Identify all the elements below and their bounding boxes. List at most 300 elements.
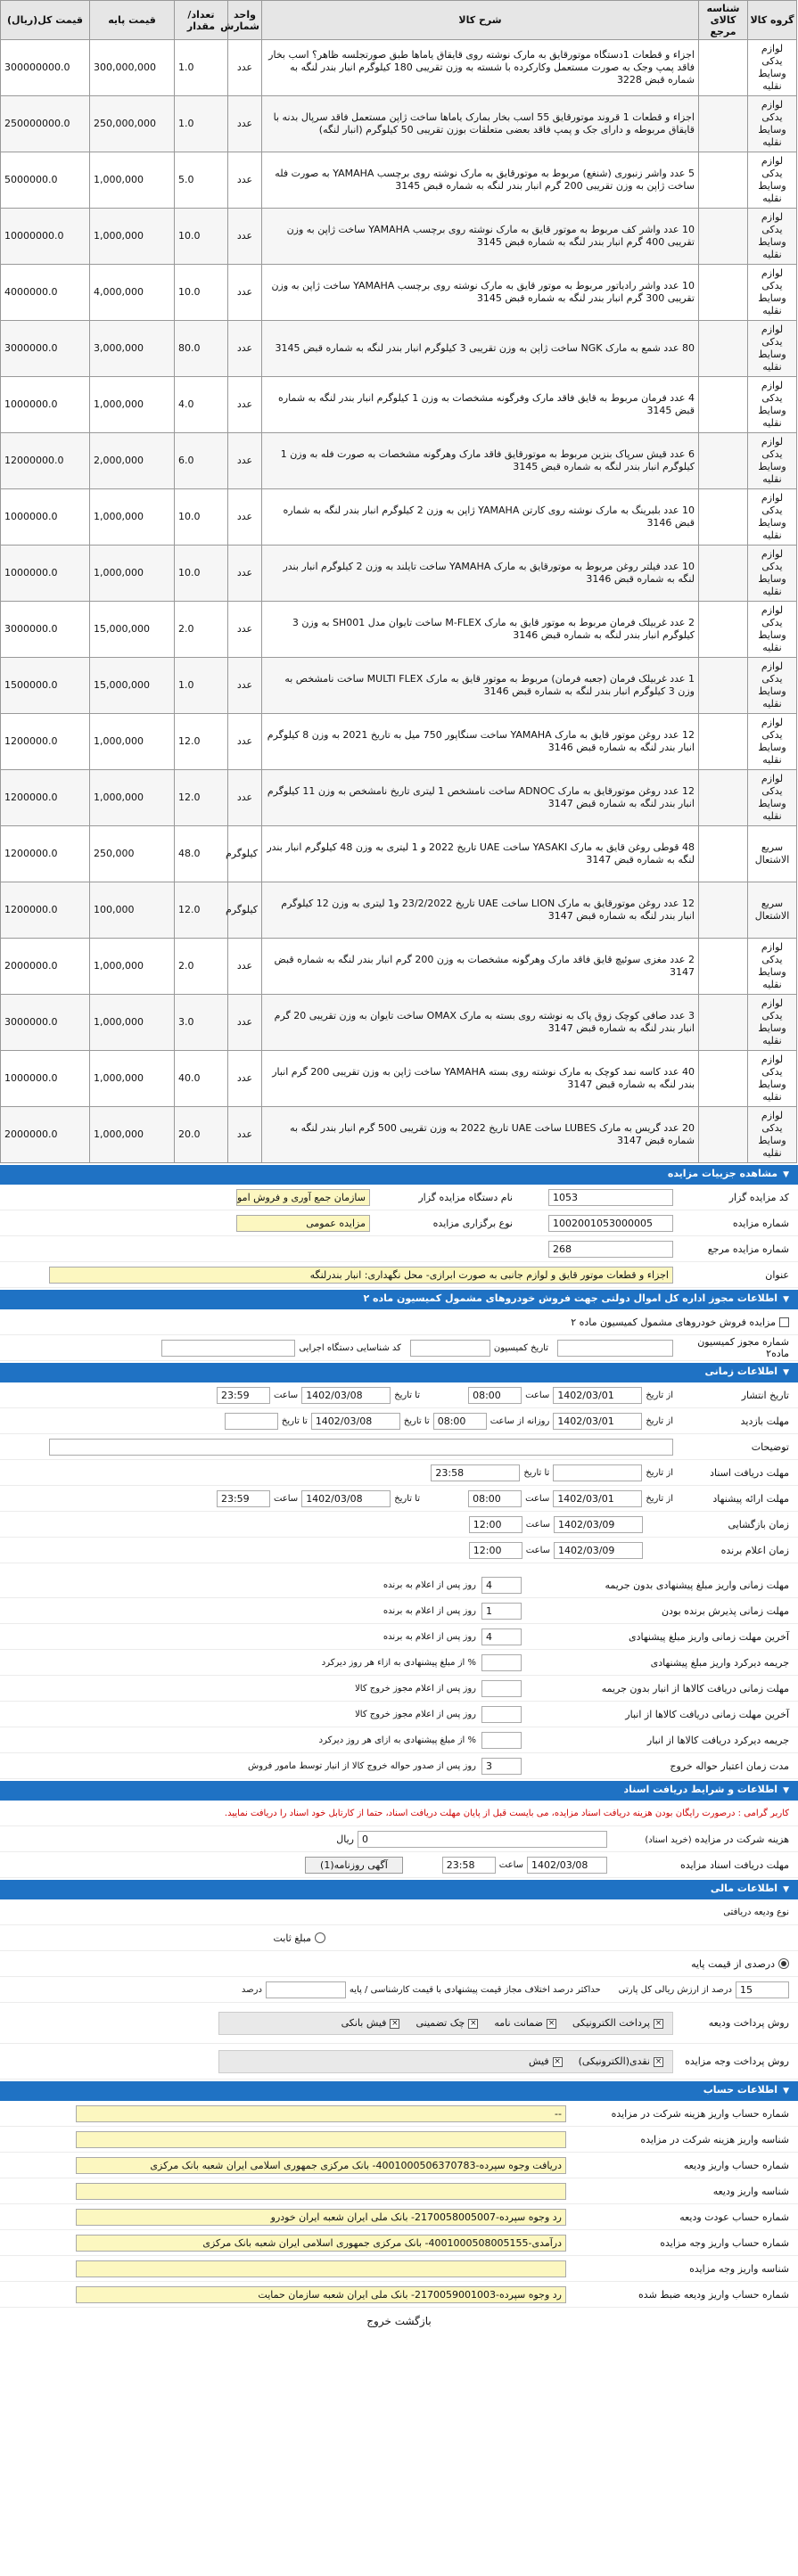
- item-description: 12 عدد روغن موتور قایق به مارک YAMAHA ساخت سنگاپور 750 میل به تاریخ 2021 به وزن 8 کیلوگرم انبار بندر لنگه به شماره قبض 3146: [262, 714, 699, 770]
- deposit-method-option[interactable]: [494, 2017, 556, 2029]
- license-section-header[interactable]: ▼اطلاعات مجوز اداره کل اموال دولتی جهت فروش خودروهای مشمول کمیسیون ماده ۲: [0, 1290, 798, 1309]
- item-group: لوازم یدکی وسایط نقلیه: [748, 1051, 797, 1107]
- deadline-suffix: روز پس از اعلام مجوز خروج کالا: [355, 1683, 476, 1694]
- diff-suffix: درصد: [241, 1984, 262, 1995]
- deadline-row: [0, 1727, 798, 1753]
- newspaper-ad-button[interactable]: آگهی روزنامه(1): [305, 1857, 403, 1874]
- item-group: لوازم یدکی وسایط نقلیه: [748, 770, 797, 826]
- type-field: مزایده عمومی: [236, 1215, 370, 1232]
- account-label: شماره حساب واریز ودیعه: [683, 2159, 789, 2171]
- payment-method-label: روش پرداخت وجه مزایده: [685, 2055, 789, 2067]
- item-qty: 1.0: [175, 40, 228, 96]
- account-value: --: [76, 2105, 566, 2122]
- offer-to-field: 1402/03/08: [301, 1490, 391, 1507]
- item-qty: 12.0: [175, 714, 228, 770]
- item-unit: عدد: [228, 658, 262, 714]
- percent-suffix: درصد از ارزش ریالی کل پارتی: [618, 1984, 732, 1995]
- hour-label: ساعت: [525, 1545, 550, 1555]
- deadline-suffix: % از مبلغ پیشنهادی به ازای هر روز دیرکرد: [318, 1735, 476, 1745]
- deadline-row: [0, 1624, 798, 1650]
- item-total: 1200000.0: [1, 882, 90, 939]
- item-group: لوازم یدکی وسایط نقلیه: [748, 995, 797, 1051]
- item-code: [699, 433, 748, 489]
- account-list: [0, 2101, 798, 2308]
- deposit-method-label: چک تضمینی: [415, 2017, 465, 2029]
- table-row: [1, 1051, 797, 1107]
- collapse-icon: ▼: [783, 1885, 789, 1894]
- item-description: 10 عدد بلبرینگ به مارک نوشته روی کارتن YAMAHA ژاپن به وزن 2 کیلوگرم انبار بندر لنگه به شماره قبض 3146: [262, 489, 699, 546]
- item-unit: عدد: [228, 377, 262, 433]
- title-label: عنوان: [765, 1268, 789, 1281]
- license-date-field[interactable]: [410, 1340, 490, 1357]
- deadline-suffix: روز پس از اعلام مجوز خروج کالا: [355, 1709, 476, 1719]
- item-description: 1 عدد غربیلک فرمان (جعبه فرمان) مربوط به موتور قایق به مارک MULTI FLEX ساخت نامشخص به وزن 3 کیلوگرم انبار بندر لنگه به شماره قبض 3146: [262, 658, 699, 714]
- item-total: 12000000.0: [1, 433, 90, 489]
- item-total: 5000000.0: [1, 152, 90, 209]
- table-row: [1, 714, 797, 770]
- deadline-suffix: % از مبلغ پیشنهادی به ازاء هر روز دیرکرد: [321, 1657, 476, 1668]
- item-qty: 1.0: [175, 658, 228, 714]
- deadline-value: 4: [481, 1577, 522, 1594]
- item-code: [699, 96, 748, 152]
- deadline-label: مدت زمان اعتبار حواله خروج: [670, 1760, 789, 1772]
- table-row: [1, 546, 797, 602]
- from-label: از تاریخ: [646, 1467, 673, 1478]
- item-base-price: 1,000,000: [90, 939, 175, 995]
- deadline-label: جریمه دیرکرد دریافت کالاها از انبار: [646, 1734, 789, 1746]
- account-label: شماره حساب عودت ودیعه: [679, 2211, 789, 2223]
- item-unit: عدد: [228, 152, 262, 209]
- item-description: 12 عدد روغن موتورقایق به مارک ADNOC ساخت نامشخص 1 لیتری تاریخ نامشخص به وزن 11 کیلوگرم انبار بندر لنگه به شماره قبض 3147: [262, 770, 699, 826]
- item-group: لوازم یدکی وسایط نقلیه: [748, 96, 797, 152]
- receive-label: مهلت دریافت اسناد: [710, 1466, 789, 1479]
- deadline-label: آخرین مهلت زمانی دریافت کالاها از انبار: [625, 1708, 789, 1720]
- item-group: سریع الاشتعال: [748, 882, 797, 939]
- table-row: [1, 209, 797, 265]
- diff-label: حداکثر درصد اختلاف مجاز قیمت پیشنهادی با قیمت کارشناسی / پایه: [349, 1984, 601, 1995]
- deposit-method-option[interactable]: [415, 2017, 478, 2029]
- item-total: 10000000.0: [1, 209, 90, 265]
- item-code: [699, 1107, 748, 1163]
- deadline-row: [0, 1598, 798, 1624]
- account-value: [76, 2131, 566, 2148]
- item-qty: 48.0: [175, 826, 228, 882]
- publish-from-time-field: 08:00: [468, 1387, 522, 1404]
- item-group: لوازم یدکی وسایط نقلیه: [748, 40, 797, 96]
- visit-to-time-field: [225, 1413, 278, 1430]
- checkbox-checked-icon: ×: [547, 2018, 555, 2028]
- item-description: 12 عدد روغن موتورقایق به مارک LION ساخت UAE تاریخ 23/2/2022 و1 لیتری به وزن 12 کیلوگرم انبار بندر لنگه به شماره قبض 3147: [262, 882, 699, 939]
- item-group: لوازم یدکی وسایط نقلیه: [748, 265, 797, 321]
- item-group: لوازم یدکی وسایط نقلیه: [748, 489, 797, 546]
- item-unit: عدد: [228, 995, 262, 1051]
- item-base-price: 3,000,000: [90, 321, 175, 377]
- collapse-icon: ▼: [783, 1786, 789, 1795]
- item-total: 1200000.0: [1, 770, 90, 826]
- item-group: لوازم یدکی وسایط نقلیه: [748, 939, 797, 995]
- item-description: 10 عدد واشر کف مربوط به موتور قایق به مارک نوشته روی برچسب YAMAHA ساخت ژاپن به وزن تقریبی 400 گرم انبار بندر لنگه به شماره قبض 3145: [262, 209, 699, 265]
- visit-from-field: 1402/03/01: [553, 1413, 642, 1430]
- deposit-method-label: روش پرداخت ودیعه: [708, 2017, 789, 2029]
- deadline-label: مهلت زمانی پذیرش برنده بودن: [661, 1604, 789, 1617]
- item-qty: 2.0: [175, 939, 228, 995]
- org-field: سازمان جمع آوری و فروش امو: [236, 1189, 370, 1206]
- item-code: [699, 658, 748, 714]
- account-label: شماره حساب واریز ودیعه ضبط شده: [638, 2288, 789, 2301]
- deadline-value: 3: [481, 1758, 522, 1775]
- item-description: 2 عدد غربیلک فرمان مربوط به موتور قایق به مارک M-FLEX ساخت تایوان مدل SH001 به وزن 3 کیلوگرم انبار بندر لنگه به شماره قبض 3146: [262, 602, 699, 658]
- account-value: دریافت وجوه سپرده-4001000506370783- بانک مرکزی جمهوری اسلامی ایران شعبه بانک مرکزی: [76, 2157, 566, 2174]
- item-description: 2 عدد مغزی سوئیچ قایق فاقد مارک وهرگونه مشخصات به وزن 200 گرم انبار بندر لنگه به شماره قبض 3147: [262, 939, 699, 995]
- ref-field: 268: [548, 1241, 673, 1258]
- title-field: اجزاء و قطعات موتور قایق و لوازم جانبی به صورت ابرازی- محل نگهداری: انبار بندرلنگه: [49, 1267, 673, 1284]
- open-label: زمان بازگشایی: [728, 1518, 789, 1530]
- hour-label: ساعت: [525, 1519, 550, 1530]
- fee-sub-label: (خرید اسناد): [645, 1834, 692, 1845]
- desc-label: توضیحات: [751, 1440, 789, 1453]
- deadline-suffix: روز پس از اعلام به برنده: [383, 1579, 476, 1590]
- deadline-row: [0, 1676, 798, 1702]
- item-group: لوازم یدکی وسایط نقلیه: [748, 209, 797, 265]
- item-qty: 3.0: [175, 995, 228, 1051]
- collapse-icon: ▼: [783, 1170, 789, 1179]
- license-number-label: شماره مجوز کمیسیون ماده۲: [697, 1336, 789, 1359]
- item-total: 1200000.0: [1, 826, 90, 882]
- announce-date-field: 1402/03/09: [554, 1542, 643, 1559]
- item-base-price: 1,000,000: [90, 489, 175, 546]
- item-base-price: 1,000,000: [90, 546, 175, 602]
- item-group: لوازم یدکی وسایط نقلیه: [748, 321, 797, 377]
- desc-field: [49, 1439, 673, 1456]
- item-unit: عدد: [228, 546, 262, 602]
- deadline-value: 1: [481, 1603, 522, 1620]
- code-label: کد مزایده گزار: [728, 1191, 789, 1203]
- hour-label: ساعت: [525, 1390, 550, 1400]
- number-field: 1002001053000005: [548, 1215, 673, 1232]
- item-code: [699, 995, 748, 1051]
- daily-label: روزانه از ساعت: [489, 1415, 550, 1426]
- timing-section-header[interactable]: ▼اطلاعات زمانی: [0, 1363, 798, 1382]
- item-base-price: 15,000,000: [90, 658, 175, 714]
- receive-from-field: [553, 1464, 642, 1481]
- publish-label: تاریخ انتشار: [741, 1389, 789, 1401]
- number-label: شماره مزایده: [732, 1217, 789, 1229]
- item-code: [699, 826, 748, 882]
- to-label: تا تاریخ: [281, 1415, 308, 1426]
- accounts-section-header[interactable]: [0, 2081, 798, 2101]
- item-qty: 12.0: [175, 770, 228, 826]
- item-qty: 6.0: [175, 433, 228, 489]
- diff-field: [266, 1981, 346, 1998]
- account-label: شناسه واریز ودیعه: [712, 2185, 789, 2197]
- deposit-method-option[interactable]: [341, 2017, 400, 2029]
- item-total: 1000000.0: [1, 377, 90, 433]
- col-qty: تعداد/مقدار: [175, 1, 228, 40]
- item-base-price: 1,000,000: [90, 770, 175, 826]
- payment-methods-box: [218, 2050, 673, 2073]
- publish-to-time-field: 23:59: [217, 1387, 270, 1404]
- deposit-methods-box: [218, 2012, 673, 2035]
- license-checkbox-label: مزایده فروش خودروهای مشمول کمیسیون ماده ۲: [571, 1316, 776, 1328]
- item-code: [699, 377, 748, 433]
- item-description: 40 عدد کاسه نمد کوچک به مارک نوشته روی بسته YAMAHA ساخت ژاپن به وزن تقریبی 200 گرم انبار بندر لنگه به شماره قبض 3147: [262, 1051, 699, 1107]
- item-group: لوازم یدکی وسایط نقلیه: [748, 602, 797, 658]
- to-label: تا تاریخ: [403, 1415, 430, 1426]
- item-unit: عدد: [228, 265, 262, 321]
- account-label: شناسه واریز هزینه شرکت در مزایده: [640, 2133, 789, 2145]
- item-total: 3000000.0: [1, 602, 90, 658]
- checkbox-checked-icon: ×: [654, 2056, 662, 2066]
- item-base-price: 15,000,000: [90, 602, 175, 658]
- item-unit: عدد: [228, 40, 262, 96]
- col-description: شرح کالا: [262, 1, 699, 40]
- hour-label: ساعت: [273, 1390, 299, 1400]
- publish-to-field: 1402/03/08: [301, 1387, 391, 1404]
- items-table: [0, 0, 797, 1163]
- checkbox-checked-icon: ×: [654, 2018, 662, 2028]
- item-qty: 2.0: [175, 602, 228, 658]
- item-unit: عدد: [228, 602, 262, 658]
- deadline-value: [481, 1680, 522, 1697]
- item-group: لوازم یدکی وسایط نقلیه: [748, 658, 797, 714]
- from-label: از تاریخ: [646, 1390, 673, 1400]
- item-qty: 20.0: [175, 1107, 228, 1163]
- account-row: [0, 2153, 798, 2178]
- account-value: رد وجوه سپرده-2170058005007- بانک ملی ایران شعبه ایران خودرو: [76, 2209, 566, 2226]
- table-row: [1, 770, 797, 826]
- account-label: شناسه واریز وجه مزایده: [689, 2262, 789, 2275]
- announce-label: زمان اعلام برنده: [720, 1544, 789, 1556]
- hour-label: ساعت: [525, 1493, 550, 1504]
- item-unit: عدد: [228, 209, 262, 265]
- item-total: 4000000.0: [1, 265, 90, 321]
- exec-field[interactable]: [161, 1340, 295, 1357]
- account-row: [0, 2101, 798, 2127]
- to-label: تا تاریخ: [394, 1390, 421, 1400]
- item-total: 2000000.0: [1, 939, 90, 995]
- deadline-label: مهلت زمانی دریافت کالاها از انبار بدون جریمه: [601, 1682, 789, 1694]
- item-description: 6 عدد قیش سرپاک بنزین مربوط به موتورقایق فاقد مارک وهرگونه مشخصات به صورت فله به وزن 1 کیلوگرم انبار بندر لنگه به شماره قبض 3145: [262, 433, 699, 489]
- announce-time-field: 12:00: [469, 1542, 522, 1559]
- item-code: [699, 152, 748, 209]
- item-qty: 4.0: [175, 377, 228, 433]
- item-code: [699, 1051, 748, 1107]
- currency-label: ریال: [336, 1833, 354, 1845]
- item-description: اجزاء و قطعات 1 قروند موتورقایق 55 اسب بخار بمارک یاماها ساخت ژاپن مستعمل فاقد سرپال بدنه با قایقاق مربوطه و دارای جک و پمپ فاقد بعضی متعلقات بوزن تقریبی 50 کیلوگرم (انبار لنگه): [262, 96, 699, 152]
- percent-radio[interactable]: [778, 1958, 789, 1969]
- checkbox-checked-icon: ×: [470, 2018, 477, 2028]
- item-base-price: 1,000,000: [90, 152, 175, 209]
- item-unit: عدد: [228, 1107, 262, 1163]
- table-row: [1, 826, 797, 882]
- collapse-icon: ▼: [783, 1368, 789, 1377]
- license-checkbox[interactable]: [779, 1317, 789, 1327]
- col-base-price: قیمت پایه: [90, 1, 175, 40]
- item-total: 2000000.0: [1, 1107, 90, 1163]
- item-code: [699, 602, 748, 658]
- license-date-label: تاریخ کمیسیون: [493, 1342, 548, 1353]
- footer-back[interactable]: بازگشت خروج: [366, 2315, 432, 2327]
- item-description: اجزاء و قطعات 1دستگاه موتورقایق به مارک نوشته روی قایقاق یاماها طبق صورتجلسه ظاهر؟ اسب بخار فاقد پمپ وجک به صورت مستعمل وکارکرده با شسته به وزن تقریبی 180 کیلوگرم انبار بندر لنگه به شماره قبض 3228: [262, 40, 699, 96]
- checkbox-checked-icon: ×: [554, 2056, 561, 2066]
- item-qty: 80.0: [175, 321, 228, 377]
- exec-label: کد شناسایی دستگاه اجرایی: [299, 1342, 401, 1353]
- auction-section-header[interactable]: ▼مشاهده جزییات مزایده: [0, 1165, 798, 1185]
- item-base-price: 4,000,000: [90, 265, 175, 321]
- visit-label: مهلت بازدید: [740, 1415, 789, 1427]
- license-number-field[interactable]: [557, 1340, 673, 1357]
- item-group: لوازم یدکی وسایط نقلیه: [748, 433, 797, 489]
- open-time-field: 12:00: [469, 1516, 522, 1533]
- item-qty: 1.0: [175, 96, 228, 152]
- item-base-price: 300,000,000: [90, 40, 175, 96]
- fixed-radio[interactable]: [315, 1932, 325, 1943]
- item-description: 3 عدد صافی کوچک زوق پاک به نوشته روی بسته به مارک OMAX ساخت تایوان به وزن تقریبی 20 گرم انبار بندر لنگه به شماره قبض 3147: [262, 995, 699, 1051]
- item-total: 3000000.0: [1, 995, 90, 1051]
- table-row: [1, 96, 797, 152]
- table-row: [1, 939, 797, 995]
- deposit-method-label: فیش بانکی: [341, 2017, 387, 2029]
- payment-method-option[interactable]: [579, 2055, 663, 2067]
- item-total: 1000000.0: [1, 1051, 90, 1107]
- offer-label: مهلت ارائه پیشنهاد: [712, 1492, 789, 1505]
- checkbox-checked-icon: ×: [391, 2018, 399, 2028]
- item-total: 3000000.0: [1, 321, 90, 377]
- item-group: لوازم یدکی وسایط نقلیه: [748, 152, 797, 209]
- account-row: [0, 2256, 798, 2282]
- item-group: لوازم یدکی وسایط نقلیه: [748, 714, 797, 770]
- deadline-row: [0, 1753, 798, 1779]
- account-value: درآمدی-4001000508005155- بانک مرکزی جمهوری اسلامی ایران شعبه بانک مرکزی: [76, 2235, 566, 2252]
- collapse-icon: ▼: [783, 1295, 789, 1304]
- item-description: 20 عدد گریس به مارک LUBES ساخت UAE تاریخ 2022 به وزن تقریبی 500 گرم انبار بندر لنگه به شماره قبض 3147: [262, 1107, 699, 1163]
- item-code: [699, 882, 748, 939]
- deadline-value: 4: [481, 1628, 522, 1645]
- deadline-row: [0, 1572, 798, 1598]
- warning-text: کاربر گرامی : درصورت رایگان بودن هزینه دریافت اسناد مزایده، می بایست قبل از پایان مهلت دریافت اسناد، حتما از کارتابل خود اسناد را دریافت نمایید.: [224, 1808, 789, 1818]
- publish-from-field: 1402/03/01: [553, 1387, 642, 1404]
- item-code: [699, 770, 748, 826]
- item-code: [699, 265, 748, 321]
- collapse-icon: ▼: [783, 2087, 789, 2096]
- table-row: [1, 489, 797, 546]
- item-base-price: 1,000,000: [90, 1107, 175, 1163]
- from-label: از تاریخ: [646, 1493, 673, 1504]
- item-base-price: 1,000,000: [90, 377, 175, 433]
- fee-field: 0: [358, 1831, 607, 1848]
- financial-section-header[interactable]: ▼اطلاعات مالی: [0, 1880, 798, 1899]
- item-total: 300000000.0: [1, 40, 90, 96]
- deadline-label: مهلت زمانی واریز مبلغ پیشنهادی بدون جریمه: [605, 1579, 789, 1591]
- table-row: [1, 321, 797, 377]
- deadline-suffix: روز پس از صدور حواله خروج کالا از انبار توسط مامور فروش: [248, 1760, 476, 1771]
- deadline-label: جریمه دیرکرد واریز مبلغ پیشنهادی: [650, 1656, 789, 1669]
- table-row: [1, 995, 797, 1051]
- deposit-type-label: نوع ودیعه دریافتی: [723, 1907, 789, 1917]
- item-group: لوازم یدکی وسایط نقلیه: [748, 1107, 797, 1163]
- item-code: [699, 209, 748, 265]
- item-description: 10 عدد فیلتر روغن مربوط به موتورقایق به مارک YAMAHA ساخت تایلند به وزن 2 کیلوگرم انبار بندر لنگه به شماره قبض 3146: [262, 546, 699, 602]
- deadline-value: [481, 1654, 522, 1671]
- deadline-suffix: روز پس از اعلام به برنده: [383, 1605, 476, 1616]
- item-qty: 12.0: [175, 882, 228, 939]
- item-unit: کیلوگرم: [228, 882, 262, 939]
- visit-from-time-field: 08:00: [433, 1413, 487, 1430]
- account-row: [0, 2204, 798, 2230]
- item-code: [699, 939, 748, 995]
- item-unit: عدد: [228, 770, 262, 826]
- ref-label: شماره مزایده مرجع: [707, 1243, 789, 1255]
- visit-to-field: 1402/03/08: [311, 1413, 400, 1430]
- deadline-label: مهلت دریافت اسناد مزایده: [679, 1858, 789, 1871]
- item-unit: عدد: [228, 939, 262, 995]
- table-row: [1, 1107, 797, 1163]
- deadline-row: [0, 1702, 798, 1727]
- deadline-time-field: 23:58: [442, 1857, 496, 1874]
- item-unit: عدد: [228, 1051, 262, 1107]
- code-field: 1053: [548, 1189, 673, 1206]
- item-base-price: 1,000,000: [90, 995, 175, 1051]
- item-base-price: 250,000,000: [90, 96, 175, 152]
- payment-method-option[interactable]: [529, 2055, 563, 2067]
- deadline-value: [481, 1706, 522, 1723]
- item-qty: 10.0: [175, 489, 228, 546]
- item-code: [699, 489, 748, 546]
- item-base-price: 2,000,000: [90, 433, 175, 489]
- item-base-price: 1,000,000: [90, 209, 175, 265]
- table-row: [1, 40, 797, 96]
- item-description: 10 عدد واشر رادیاتور مربوط به موتور قایق به مارک نوشته روی برچسب YAMAHA ساخت ژاپن به وزن تقریبی 300 گرم انبار بندر لنگه به شماره قبض 3145: [262, 265, 699, 321]
- item-group: لوازم یدکی وسایط نقلیه: [748, 546, 797, 602]
- item-base-price: 100,000: [90, 882, 175, 939]
- item-base-price: 1,000,000: [90, 714, 175, 770]
- account-value: [76, 2183, 566, 2200]
- item-unit: عدد: [228, 433, 262, 489]
- offer-to-time-field: 23:59: [217, 1490, 270, 1507]
- item-unit: کیلوگرم: [228, 826, 262, 882]
- account-label: شماره حساب واریز وجه مزایده: [660, 2236, 789, 2249]
- item-unit: عدد: [228, 489, 262, 546]
- deadline-value: [481, 1732, 522, 1749]
- item-description: 80 عدد شمع به مارک NGK ساخت ژاپن به وزن تقریبی 3 کیلوگرم انبار بندر لنگه به شماره قبض 3145: [262, 321, 699, 377]
- col-code: شناسه کالای مرجع: [699, 1, 748, 40]
- conditions-section-header[interactable]: ▼اطلاعات و شرایط دریافت اسناد: [0, 1781, 798, 1801]
- item-total: 1200000.0: [1, 714, 90, 770]
- item-code: [699, 546, 748, 602]
- table-row: [1, 602, 797, 658]
- table-row: [1, 265, 797, 321]
- item-total: 250000000.0: [1, 96, 90, 152]
- item-unit: عدد: [228, 96, 262, 152]
- deadline-list: [0, 1572, 798, 1779]
- account-label: شماره حساب واریز هزینه شرکت در مزایده: [611, 2107, 789, 2120]
- item-code: [699, 40, 748, 96]
- deposit-method-option[interactable]: [572, 2017, 663, 2029]
- item-description: 4 عدد فرمان مربوط به قایق فاقد مارک وفرگونه مشخصات به وزن 1 کیلوگرم انبار بندر لنگه به شماره قبض 3145: [262, 377, 699, 433]
- item-qty: 40.0: [175, 1051, 228, 1107]
- to-label: تا تاریخ: [523, 1467, 550, 1478]
- deadline-suffix: روز پس از اعلام به برنده: [383, 1631, 476, 1642]
- open-date-field: 1402/03/09: [554, 1516, 643, 1533]
- account-value: رد وجوه سپرده-2170059001003- بانک ملی ایران شعبه سازمان حمایت: [76, 2286, 566, 2303]
- payment-method-label: فیش: [528, 2055, 549, 2067]
- col-total: قیمت کل(ریال): [1, 1, 90, 40]
- item-description: 5 عدد واشر زنبوری (شنغع) مربوط به موتورقایق به مارک نوشته روی برچسب YAMAHA به صورت فله ساخت ژاپن به وزن تقریبی 200 گرم انبار بندر لنگه به شماره قبض 3145: [262, 152, 699, 209]
- item-total: 1000000.0: [1, 546, 90, 602]
- item-qty: 10.0: [175, 265, 228, 321]
- table-row: [1, 658, 797, 714]
- offer-from-time-field: 08:00: [468, 1490, 522, 1507]
